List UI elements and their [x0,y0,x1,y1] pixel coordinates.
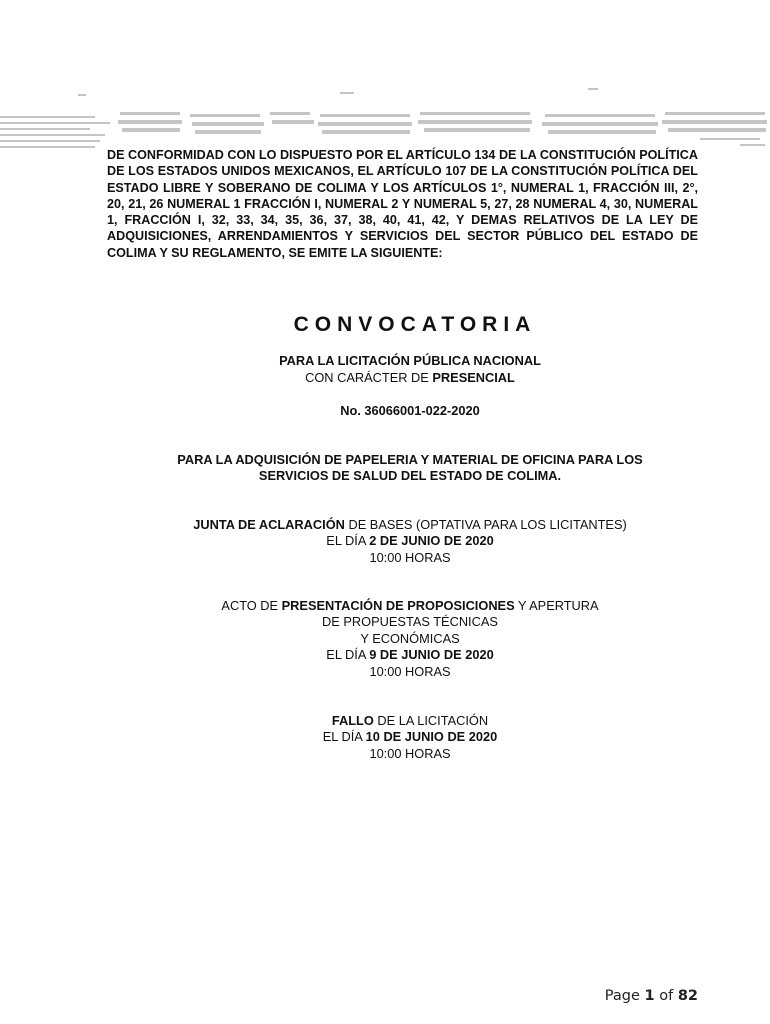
tender-character-line [107,370,713,386]
proposals-line-2: DE PROPUESTAS TÉCNICAS [322,614,498,630]
clarification-time: 10:00 HORAS [369,549,451,565]
clarification-date: 2 DE JUNIO DE 2020 [369,533,494,549]
total-pages-number: 82 [677,988,698,1004]
ruling-heading [107,713,713,729]
ruling-date: 10 DE JUNIO DE 2020 [365,729,498,745]
tender-purpose [137,452,683,485]
tender-number: No. 36066001-022-2020 [340,403,480,418]
purpose-line-1: PARA LA ADQUISICIÓN DE PAPELERIA Y MATERIAL DE OFICINA PARA LOS [177,452,643,467]
legal-basis-paragraph: DE CONFORMIDAD CON LO DISPUESTO POR EL ARTÍCULO 134 DE LA CONSTITUCIÓN POLÍTICA DE LOS ESTADOS UNIDOS MEXICANOS, EL ARTÍCULO 107 DE LA CONSTITUCIÓN POLÍTICA DEL ESTADO LIBRE Y SOBERANO DE COLIMA Y LOS ARTÍCULOS 1°, NUMERAL 1, FRACCIÓN III, 2°, 20, 21, 26 NUMERAL 1 FRACCIÓN I, NUMERAL 2 Y NUMERAL 5, 27, 28 NUMERAL 4, 30, NUMERAL 1, FRACCIÓN I, 32, 33, 34, 35, 36, 37, 38, 40, 41, 42, Y DEMAS RELATIVOS DE LA LEY DE ADQUISICIONES, ARRENDAMIENTOS Y SERVICIOS DEL SECTOR PÚBLICO DEL ESTADO DE COLIMA Y SU REGLAMENTO, SE EMITE LA SIGUIENTE: [107,148,698,260]
page-word: Page [604,988,645,1004]
clarification-date-prefix: EL DÍA [326,533,370,549]
ruling-title: FALLO [331,713,374,728]
proposals-time: 10:00 HORAS [369,663,451,679]
ruling-date-line [107,729,713,745]
ruling-date-prefix: EL DÍA [322,729,366,745]
current-page-number: 1 [644,988,655,1004]
tender-type-line: PARA LA LICITACIÓN PÚBLICA NACIONAL [279,353,541,368]
proposals-date-line [107,647,713,663]
proposals-title: PRESENTACIÓN DE PROPOSICIONES [281,598,515,613]
clarification-title: JUNTA DE ACLARACIÓN [193,517,345,532]
proposals-suffix: Y APERTURA [514,598,599,613]
of-word: of [654,988,678,1004]
document-title: CONVOCATORIA [293,313,537,336]
clarification-heading [107,517,713,533]
proposals-prefix: ACTO DE [221,598,282,613]
proposals-act-block [107,598,713,680]
clarification-subtitle: DE BASES (OPTATIVA PARA LOS LICITANTES) [344,517,627,532]
purpose-line-2: SERVICIOS DE SALUD DEL ESTADO DE COLIMA. [258,468,562,484]
clarification-date-line [107,533,713,549]
proposals-heading [107,598,713,614]
tender-character-value: PRESENCIAL [432,370,515,385]
proposals-date-prefix: EL DÍA [326,647,370,663]
page-counter [605,988,698,1004]
ruling-time: 10:00 HORAS [369,745,451,761]
tender-character-prefix: CON CARÁCTER DE [305,370,433,385]
clarification-meeting-block [107,517,713,566]
ruling-block [107,713,713,762]
proposals-date: 9 DE JUNIO DE 2020 [369,647,494,663]
proposals-line-3: Y ECONÓMICAS [360,630,460,646]
ruling-subtitle: DE LA LICITACIÓN [373,713,489,728]
